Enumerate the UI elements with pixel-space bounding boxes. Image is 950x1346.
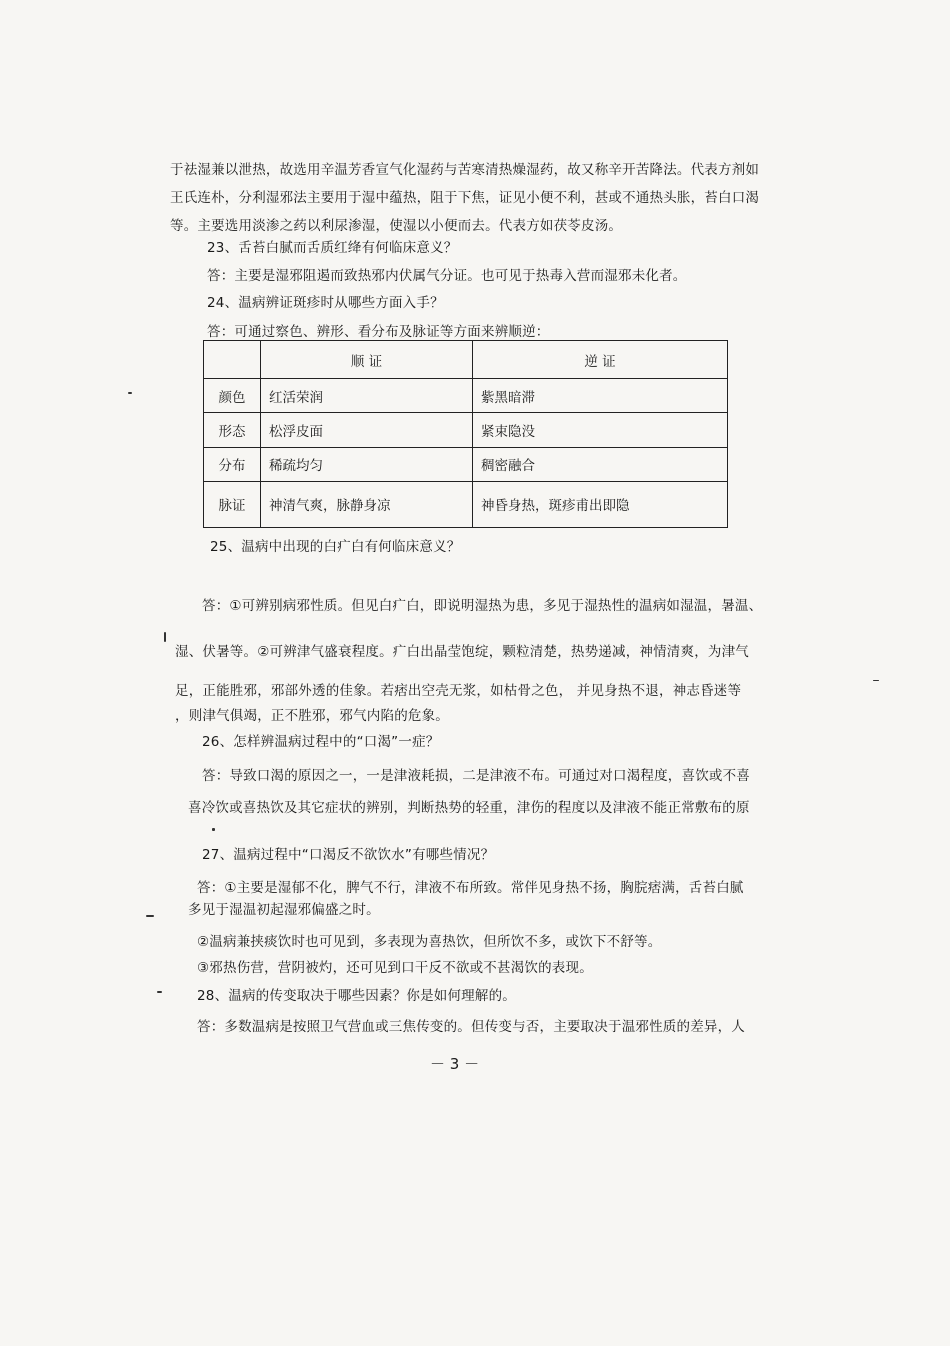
answer-23: 答：主要是湿邪阻遏而致热邪内伏属气分证。也可见于热毒入营而湿邪未化者。: [207, 268, 687, 284]
table-cell: 稠密融合: [473, 447, 728, 481]
answer-28: 答：多数温病是按照卫气营血或三焦传变的。但传变与否，主要取决于温邪性质的差异，人: [197, 1019, 745, 1035]
question-26: 26、怎样辨温病过程中的“口渴”一症？: [202, 734, 440, 750]
answer-25: 答：①可辨别病邪性质。但见白疒白，即说明湿热为患，多见于湿热性的温病如湿温，暑温、: [202, 598, 763, 614]
text-line: 王氏连朴，分利湿邪法主要用于湿中蕴热，阻于下焦，证见小便不利，甚或不通热头胀，苔白口渴: [170, 190, 760, 206]
text-line: 足，正能胜邪，邪部外透的佳象。若痞出空壳无浆，如枯骨之色， 并见身热不退，神志昏迷等: [175, 683, 742, 699]
table-row-label: 脉证: [204, 481, 261, 527]
table-cell: 松浮皮面: [261, 413, 473, 447]
table-row-label: 形态: [204, 413, 261, 447]
answer-27: 答：①主要是湿郁不化，脾气不行，津液不布所致。常伴见身热不扬，胸脘痞满，舌苔白腻: [197, 880, 744, 896]
table-cell: 红活荣润: [261, 379, 473, 413]
scan-speck: [212, 828, 215, 831]
scan-speck: [128, 392, 132, 394]
page-number: － 3 －: [430, 1055, 480, 1073]
text-line: ②温病兼挟痰饮时也可见到，多表现为喜热饮，但所饮不多，或饮下不舒等。: [197, 934, 662, 950]
table-cell: 神昏身热，斑疹甫出即隐: [473, 481, 728, 527]
table-header-cell: 逆 证: [473, 341, 728, 379]
table-cell: 紫黑暗滞: [473, 379, 728, 413]
table-header-cell: 顺 证: [261, 341, 473, 379]
scan-speck: [157, 991, 162, 993]
text-line: 喜冷饮或喜热饮及其它症状的辨别，判断热势的轻重，津伤的程度以及津液不能正常敷布的原: [188, 800, 750, 816]
table-row-label: 分布: [204, 447, 261, 481]
table-cell: 紧束隐没: [473, 413, 728, 447]
scan-speck: [164, 632, 166, 642]
question-28: 28、温病的传变取决于哪些因素？你是如何理解的。: [197, 988, 516, 1004]
question-24: 24、温病辨证斑疹时从哪些方面入手？: [207, 295, 444, 311]
table-cell: 稀疏均匀: [261, 447, 473, 481]
table-row: [204, 379, 728, 413]
answer-26: 答：导致口渴的原因之一，一是津液耗损，二是津液不布。可通过对口渴程度，喜饮或不喜: [202, 768, 750, 784]
table-row-label: 颜色: [204, 379, 261, 413]
text-line: ，则津气俱竭，正不胜邪，邪气内陷的危象。: [175, 708, 449, 724]
scan-speck: [146, 915, 154, 917]
text-line: ③邪热伤营，营阴被灼，还可见到口干反不欲或不甚渴饮的表现。: [197, 960, 593, 976]
table-row: [204, 413, 728, 447]
question-25: 25、温病中出现的白疒白有何临床意义？: [210, 539, 461, 555]
question-27: 27、温病过程中“口渴反不欲饮水”有哪些情况？: [202, 847, 495, 863]
scan-speck: [873, 680, 879, 681]
text-line: 于祛湿兼以泄热，故选用辛温芳香宣气化湿药与苦寒清热燥湿药，故又称辛开苦降法。代表方剂如: [170, 162, 760, 178]
text-line: 多见于湿温初起湿邪偏盛之时。: [188, 902, 380, 918]
table-header-cell: [204, 341, 261, 379]
spots-differentiation-table: [203, 340, 728, 528]
question-23: 23、舌苔白腻而舌质红绛有何临床意义？: [207, 240, 458, 256]
text-line: 等。主要选用淡渗之药以利尿渗湿，使湿以小便而去。代表方如茯苓皮汤。: [170, 218, 623, 234]
text-line: 湿、伏暑等。②可辨津气盛衰程度。疒白出晶莹饱绽，颗粒清楚，热势递减，神情清爽，为津气: [175, 644, 750, 660]
table-cell: 神清气爽，脉静身凉: [261, 481, 473, 527]
answer-24: 答：可通过察色、辨形、看分布及脉证等方面来辨顺逆：: [207, 324, 550, 340]
table-row: [204, 481, 728, 527]
table-row: [204, 447, 728, 481]
table-header-row: [204, 341, 728, 379]
